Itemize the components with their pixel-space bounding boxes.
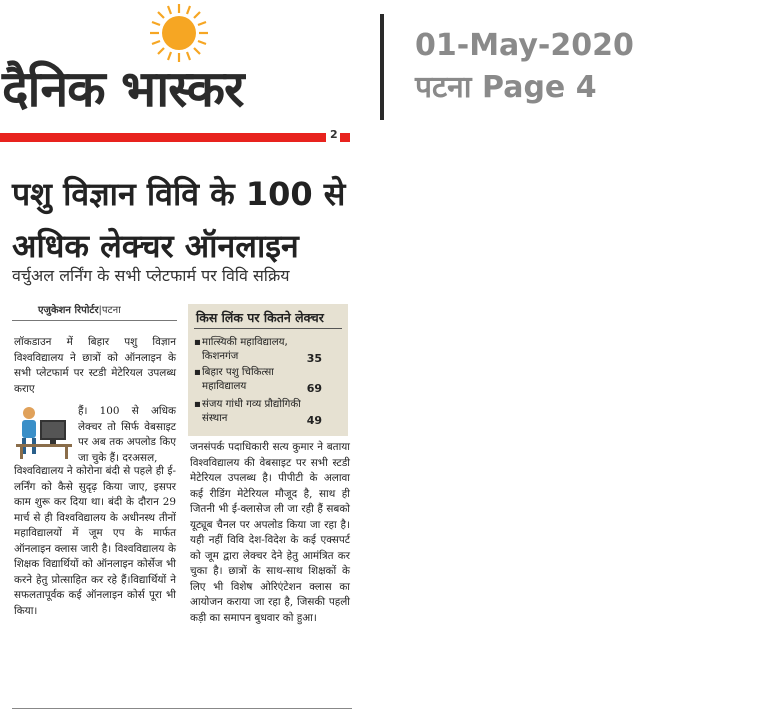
sun-logo-icon: [148, 2, 210, 64]
body-text-left-top: लॉकडाउन में बिहार पशु विज्ञान विश्वविद्यालय ने छात्रों को ऑनलाइन के सभी प्लेटफार्म पर स्टडी मेटेरियल उपलब्ध कराए: [14, 336, 176, 395]
article-subheadline: वर्चुअल लर्निंग के सभी प्लेटफार्म पर विवि सक्रिय: [12, 266, 290, 285]
bullet-icon: ▪: [194, 337, 201, 348]
byline: [38, 302, 121, 316]
lecture-box-title-rule: [194, 328, 342, 329]
lecture-item-count: 49: [306, 414, 322, 427]
bullet-icon: ▪: [194, 367, 201, 378]
newspaper-brand: दैनिक भास्कर: [2, 60, 244, 118]
lecture-item-name-cont: संस्थान: [202, 413, 228, 424]
edition-page: पटना Page 4: [415, 70, 597, 105]
headline-line-2: अधिक लेक्चर ऑनलाइन: [12, 227, 299, 265]
lecture-item-name: संजय गांधी गव्य प्रौद्योगिकी: [202, 399, 301, 410]
lecture-item-count: 69: [306, 382, 322, 395]
lecture-item: [194, 398, 344, 426]
bullet-icon: ▪: [194, 399, 201, 410]
lecture-item: [194, 336, 344, 364]
bottom-rule: [12, 708, 352, 709]
byline-rule: [12, 320, 177, 321]
accent-bar: [0, 133, 326, 142]
publication-date: 01-May-2020: [415, 28, 634, 63]
masthead: [0, 0, 380, 140]
lecture-item: [194, 366, 344, 394]
lecture-item-name-cont: महाविद्यालय: [202, 381, 247, 392]
body-text-right: जनसंपर्क पदाधिकारी सत्य कुमार ने बताया विश्वविद्यालय की वेबसाइट पर सभी स्टडी मेटेरियल उपलब्ध है। पीपीटी के अलावा कई रीडिंग मेटेरियल मौजूद है, साथ ही जितनी भी ई-क्लासेज ली जा रही हैं सबको यूट्यूब चैनल पर अपलोड किया जा रहा है। यही नहीं विवि देश-विदेश के कई एक्सपर्ट को जूम द्वारा लेक्चर देने हेतु आमंत्रित कर चुका है। छात्रों के साथ-साथ शिक्षकों के लिए भी विशेष ओरिएंटेशन क्लास का आयोजन कराया जा रहा है, जिसकी पहली कड़ी का समापन बुधवार को हुआ।: [190, 441, 350, 624]
lecture-count-box: [188, 304, 348, 436]
article-headline: [12, 168, 362, 272]
headline-line-1: पशु विज्ञान विवि के 100 से: [12, 175, 346, 213]
page-marker: 2: [330, 128, 338, 141]
person-at-computer-icon: [14, 404, 74, 460]
byline-place: पटना: [101, 305, 121, 316]
lecture-item-count: 35: [306, 352, 322, 365]
lecture-box-title: किस लिंक पर कितने लेक्चर: [196, 310, 324, 325]
lecture-item-name-cont: किशनगंज: [202, 351, 239, 362]
body-text-left-indent: हैं। 100 से अधिक लेक्चर तो सिर्फ वेबसाइट पर अब तक अपलोड किए जा चुके हैं। दरअसल,: [78, 405, 176, 464]
accent-bar-small: [340, 133, 350, 142]
edition-info: [415, 26, 634, 110]
masthead-divider: [380, 14, 384, 120]
byline-label: एजुकेशन रिपोर्टर: [38, 305, 99, 316]
body-text-left-bottom: विश्वविद्यालय ने कोरोना बंदी से पहले ही ई-लर्निंग को कैसे सुदृढ़ किया जाए, इसपर काम शुरू कर दिया था। बंदी के दौरान 29 मार्च से ही विश्वविद्यालय के अधीनस्थ तीनों महाविद्यालयों में जूम एप के मार्फत ऑनलाइन क्लास जारी है। विश्वविद्यालय के शिक्षक विद्यार्थियों को ऑनलाइन कोर्सेज भी करने हेतु प्रोत्साहित कर रहे हैं।विद्यार्थियों ने सफलतापूर्वक कई ऑनलाइन कोर्स पूरा भी किया।: [14, 465, 176, 617]
lecture-item-name: मात्स्यिकी महाविद्यालय,: [202, 337, 288, 348]
byline-separator: |: [98, 305, 102, 316]
lecture-item-name: बिहार पशु चिकित्सा: [202, 367, 274, 378]
